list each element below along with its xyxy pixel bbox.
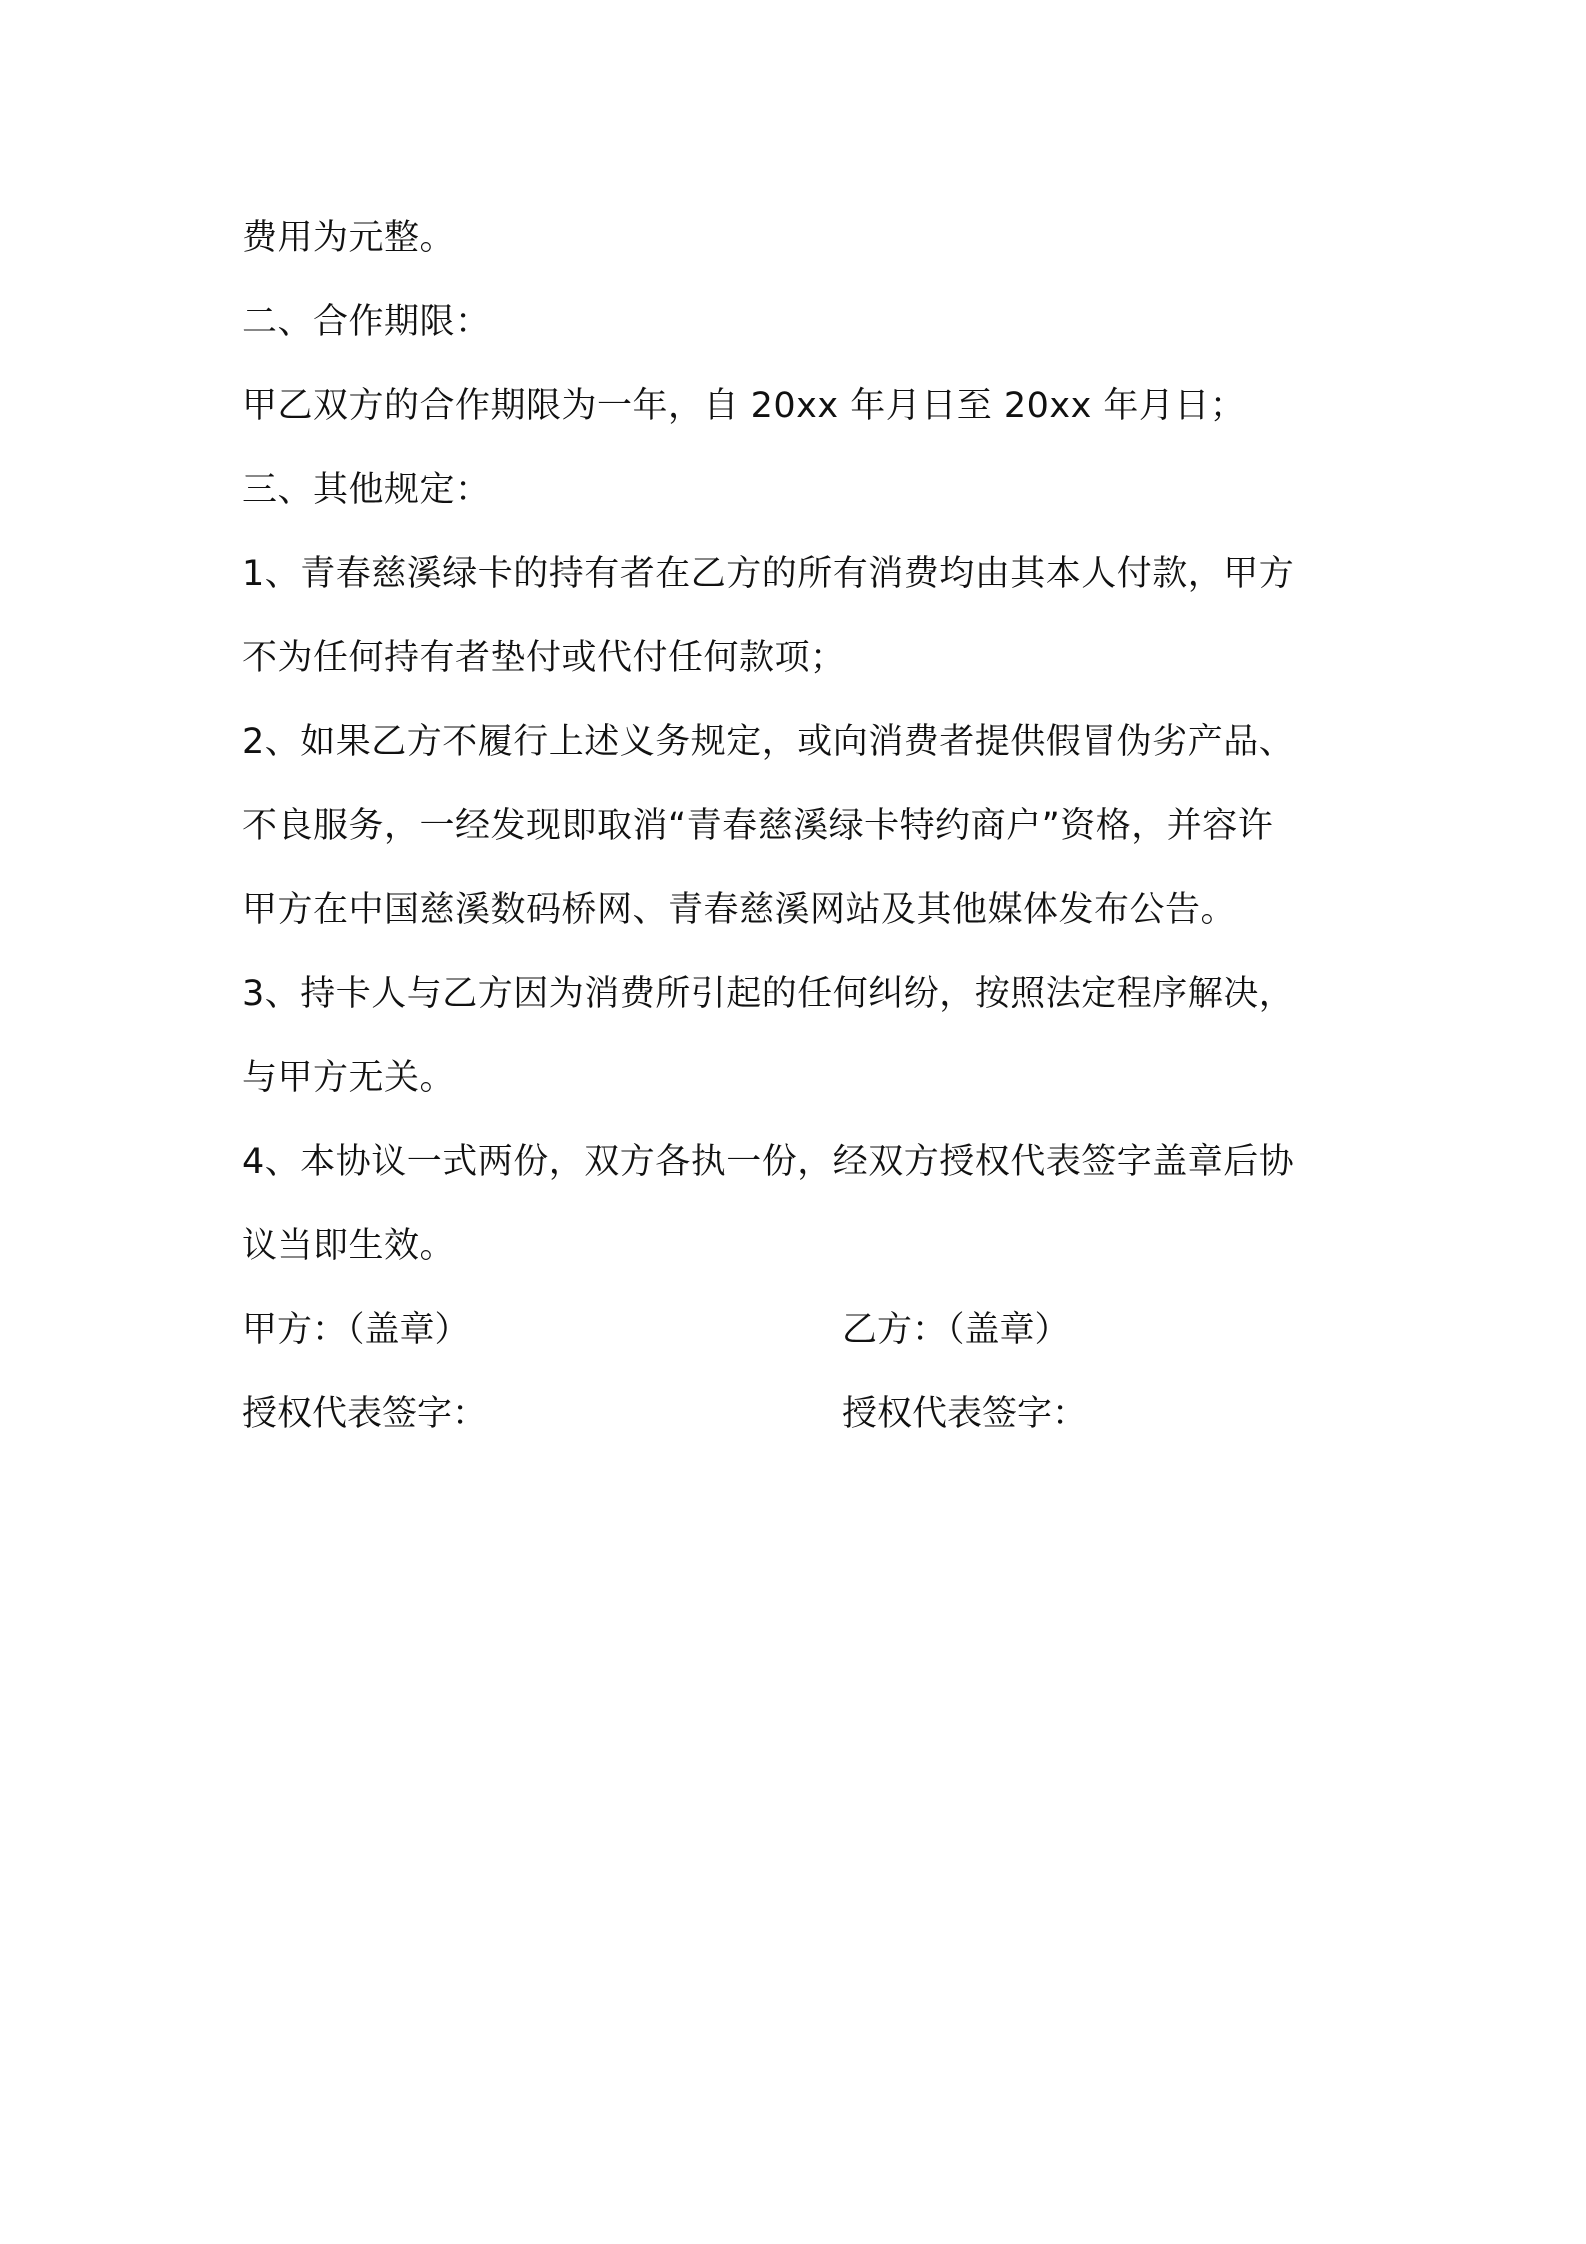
clause-1-line-1: 1、青春慈溪绿卡的持有者在乙方的所有消费均由其本人付款，甲方	[242, 554, 1295, 594]
signature-row	[242, 1372, 1362, 1456]
clause-2-line-1: 2、如果乙方不履行上述义务规定，或向消费者提供假冒伪劣产品、	[242, 722, 1295, 762]
party-b-seal: 乙方：（盖章）	[842, 1310, 1070, 1350]
clause-3-line-1: 3、持卡人与乙方因为消费所引起的任何纠纷，按照法定程序解决，	[242, 974, 1295, 1014]
text-line: 甲乙双方的合作期限为一年，自 20xx 年月日至 20xx 年月日；	[242, 386, 1246, 426]
clause-4-line-1: 4、本协议一式两份，双方各执一份，经双方授权代表签字盖章后协	[242, 1142, 1295, 1182]
party-b-signature: 授权代表签字：	[842, 1394, 1088, 1434]
party-a-seal: 甲方：（盖章）	[242, 1310, 470, 1350]
clause-1-line-2: 不为任何持有者垫付或代付任何款项；	[242, 638, 846, 678]
clause-2-line-3: 甲方在中国慈溪数码桥网、青春慈溪网站及其他媒体发布公告。	[242, 890, 1237, 930]
document-body	[242, 196, 1362, 1456]
clause-3-line-2: 与甲方无关。	[242, 1058, 456, 1098]
section-heading-term: 二、合作期限：	[242, 302, 491, 342]
section-heading-other: 三、其他规定：	[242, 470, 491, 510]
clause-2-line-2: 不良服务，一经发现即取消“青春慈溪绿卡特约商户”资格，并容许	[242, 806, 1274, 846]
clause-4-line-2: 议当即生效。	[242, 1226, 456, 1266]
seal-row	[242, 1288, 1362, 1372]
party-a-signature: 授权代表签字：	[242, 1394, 488, 1434]
text-line: 费用为元整。	[242, 218, 456, 258]
